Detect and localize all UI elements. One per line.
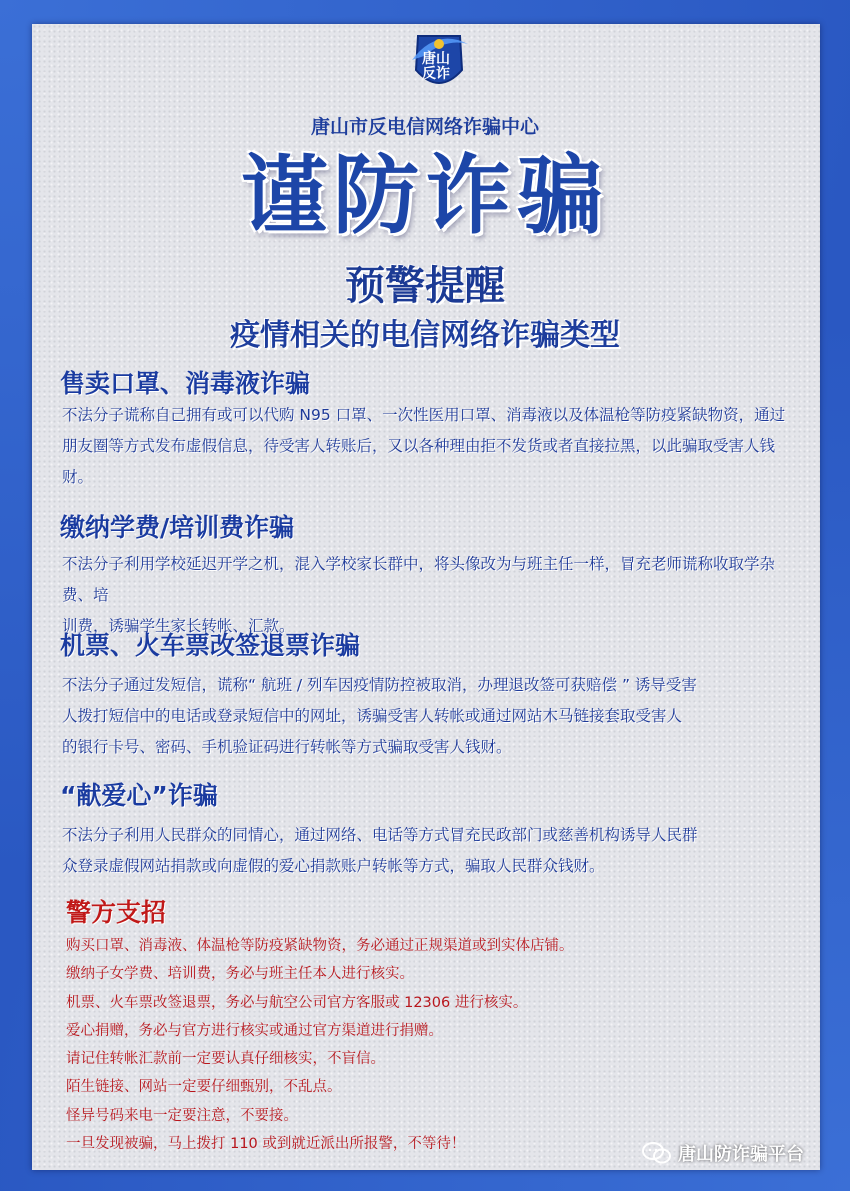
logo-line-2: 反诈: [422, 66, 450, 82]
section-title-tuition: 缴纳学费/培训费诈骗: [60, 513, 295, 542]
organization-name: 唐山市反电信网络诈骗中心: [310, 116, 539, 138]
police-tips-title: 警方支招: [66, 898, 167, 927]
section-title-masks: 售卖口罩、消毒液诈骗: [60, 369, 311, 398]
body-line: 不法分子通过发短信，谎称“ 航班 / 列车因疫情防控被取消，办理退改签可获赔偿 ” 诱导受害: [62, 676, 697, 694]
tip-item: 购买口罩、消毒液、体温枪等防疫紧缺物资，务必通过正规渠道或到实体店铺。: [66, 938, 574, 954]
tip-item: 怪异号码来电一定要注意，不要接。: [66, 1107, 298, 1124]
body-line: 不法分子利用学校延迟开学之机，混入学校家长群中，将头像改为与班主任一样，冒充老师谎称收取学杂费、培: [62, 555, 776, 604]
body-line: 不法分子利用人民群众的同情心，通过网络、电话等方式冒充民政部门或慈善机构诱导人民群: [62, 826, 698, 844]
section-body-masks: [62, 400, 802, 493]
section-title-donation: “献爱心”诈骗: [60, 781, 218, 810]
watermark-text: 唐山防诈骗平台: [678, 1144, 804, 1165]
tip-item: 机票、火车票改签退票，务必与航空公司官方客服或 12306 进行核实。: [66, 994, 528, 1011]
body-line: 财。: [62, 468, 94, 486]
tip-item: 陌生链接、网站一定要仔细甄别，不乱点。: [66, 1079, 342, 1096]
body-line: 朋友圈等方式发布虚假信息，待受害人转账后，又以各种理由拒不发货或者直接拉黑，以此骗取受害人钱: [62, 437, 776, 455]
tip-item: 缴纳子女学费、培训费，务必与班主任本人进行核实。: [66, 966, 414, 983]
category-title: 疫情相关的电信网络诈骗类型: [230, 318, 620, 353]
section-title-tickets: 机票、火车票改签退票诈骗: [60, 631, 361, 660]
section-body-tickets: [62, 670, 802, 763]
body-line: 不法分子谎称自己拥有或可以代购 N95 口罩、一次性医用口罩、消毒液以及体温枪等防疫紧缺物资，通过: [62, 406, 786, 424]
logo-line-1: 唐山: [422, 51, 450, 67]
tip-item: 一旦发现被骗，马上拨打 110 或到就近派出所报警，不等待！: [66, 1136, 466, 1153]
wechat-icon: [642, 1142, 672, 1164]
police-tips-list: [66, 932, 786, 1158]
subheadline: 预警提醒: [345, 263, 505, 309]
tip-item: 爱心捐赠，务必与官方进行核实或通过官方渠道进行捐赠。: [66, 1022, 443, 1039]
body-line: 的银行卡号、密码、手机验证码进行转帐等方式骗取受害人钱财。: [62, 738, 512, 756]
body-line: 人拨打短信中的电话或登录短信中的网址，诱骗受害人转帐或通过网站木马链接套取受害人: [62, 707, 683, 725]
body-line: 训费，诱骗学生家长转帐、汇款。: [62, 617, 295, 635]
logo-text: [414, 52, 458, 82]
headline: 谨防诈骗: [241, 146, 609, 246]
section-body-donation: [62, 820, 802, 882]
tip-item: 请记住转帐汇款前一定要认真仔细核实，不盲信。: [66, 1051, 385, 1068]
watermark: [642, 1140, 804, 1166]
body-line: 众登录虚假网站捐款或向虚假的爱心捐款账户转帐等方式，骗取人民群众钱财。: [62, 857, 605, 875]
